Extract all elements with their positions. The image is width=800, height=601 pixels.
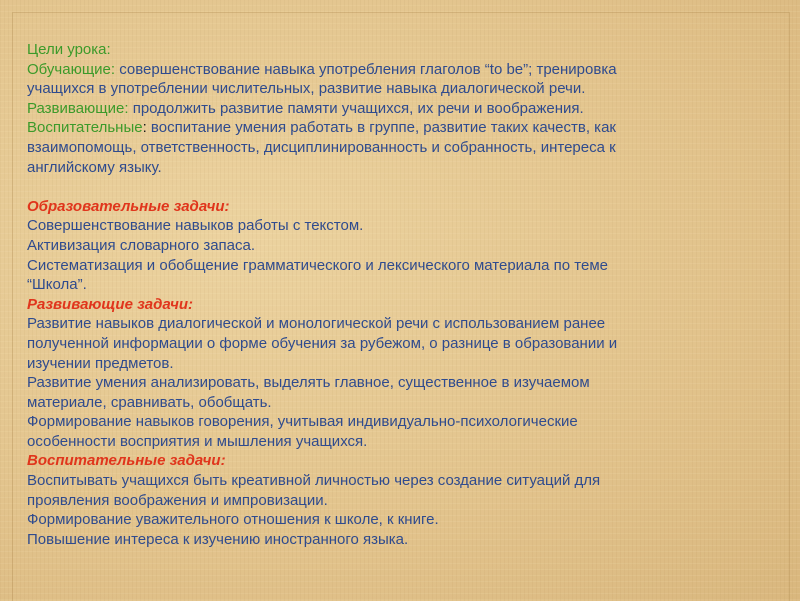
upbringing-task-item: проявления воображения и импровизации. <box>27 491 328 509</box>
upbringing-goal-line-1 <box>27 118 772 138</box>
upbringing-task-item: Формирование уважительного отношения к школе, к книге. <box>27 511 439 529</box>
educational-task-item: Систематизация и обобщение грамматического и лексического материала по теме <box>27 256 608 274</box>
developing-task-item: Развитие навыков диалогической и монологической речи с использованием ранее <box>27 315 606 333</box>
developing-task-item: материале, сравнивать, обобщать. <box>27 393 272 411</box>
upbringing-goal-text-1: воспитание умения работать в группе, развитие таких качеств, как <box>146 119 616 137</box>
upbringing-tasks-heading: Воспитательные задачи: <box>27 452 226 470</box>
educational-goal-label: Обучающие: <box>27 60 116 78</box>
educational-task-item: “Школа”. <box>27 276 87 294</box>
educational-goal-text-1: совершенствование навыка употребления глаголов “to be”; тренировка <box>115 60 617 78</box>
developing-task-item: особенности восприятия и мышления учащихся. <box>27 432 368 450</box>
section-spacer <box>27 177 772 197</box>
developing-goal-line <box>27 99 772 119</box>
educational-tasks-heading: Образовательные задачи: <box>27 197 230 215</box>
educational-goal-line-1 <box>27 60 772 80</box>
developing-tasks-heading: Развивающие задачи: <box>27 295 194 313</box>
developing-goal-label: Развивающие: <box>27 99 129 117</box>
upbringing-goal-label: Воспитательные <box>27 119 143 137</box>
educational-task-item: Активизация словарного запаса. <box>27 236 256 254</box>
developing-task-item: изучении предметов. <box>27 354 174 372</box>
upbringing-task-item: Воспитывать учащихся быть креативной личностью через создание ситуаций для <box>27 472 601 490</box>
upbringing-goal-colon: : <box>142 119 147 137</box>
developing-task-item: Развитие умения анализировать, выделять главное, существенное в изучаемом <box>27 374 590 392</box>
goals-title: Цели урока: <box>27 41 111 58</box>
developing-task-item: Формирование навыков говорения, учитывая индивидуально-психологические <box>27 413 578 431</box>
developing-goal-text: продолжить развитие памяти учащихся, их речи и воображения. <box>128 99 584 117</box>
educational-goal-text-2: учащихся в употреблении числительных, развитие навыка диалогической речи. <box>27 80 586 98</box>
upbringing-goal-text-3: английскому языку. <box>27 158 162 176</box>
upbringing-task-item: Повышение интереса к изучению иностранного языка. <box>27 530 409 548</box>
slide-content <box>27 40 772 549</box>
upbringing-goal-text-2: взаимопомощь, ответственность, дисциплинированность и собранность, интереса к <box>27 138 616 156</box>
educational-task-item: Совершенствование навыков работы с текстом. <box>27 217 364 235</box>
developing-task-item: полученной информации о форме обучения за рубежом, о разнице в образовании и <box>27 334 618 352</box>
